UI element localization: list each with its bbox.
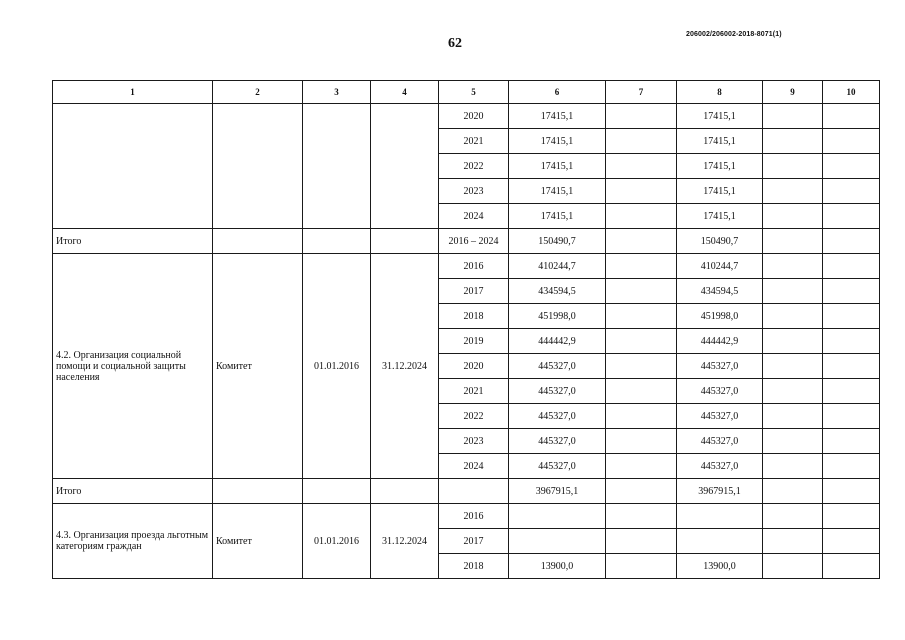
activity-name: 4.3. Организация проезда льготным категориям граждан (53, 504, 213, 579)
amount-cell: 444442,9 (509, 329, 606, 354)
amount-cell: 445327,0 (677, 404, 763, 429)
empty-cell (823, 404, 880, 429)
empty-cell (823, 254, 880, 279)
empty-cell (606, 304, 677, 329)
empty-cell (606, 204, 677, 229)
empty-cell (606, 229, 677, 254)
column-header: 2 (213, 81, 303, 104)
empty-cell (371, 479, 439, 504)
empty-cell (823, 379, 880, 404)
amount-cell: 17415,1 (509, 179, 606, 204)
empty-cell (606, 129, 677, 154)
amount-cell: 17415,1 (677, 129, 763, 154)
empty-cell (763, 154, 823, 179)
page-number: 62 (448, 36, 462, 51)
empty-cell (606, 379, 677, 404)
empty-cell (823, 354, 880, 379)
empty-cell (606, 279, 677, 304)
empty-cell (823, 129, 880, 154)
end-date: 31.12.2024 (371, 504, 439, 579)
year-cell: 2024 (439, 204, 509, 229)
column-header: 4 (371, 81, 439, 104)
amount-cell: 410244,7 (677, 254, 763, 279)
empty-cell (303, 479, 371, 504)
year-cell: 2022 (439, 404, 509, 429)
empty-cell (213, 479, 303, 504)
empty-cell (823, 329, 880, 354)
year-cell: 2022 (439, 154, 509, 179)
empty-cell (606, 404, 677, 429)
empty-cell (606, 104, 677, 129)
empty-cell (606, 429, 677, 454)
empty-cell (763, 254, 823, 279)
amount-cell: 445327,0 (509, 379, 606, 404)
budget-table (52, 80, 880, 579)
empty-cell (763, 279, 823, 304)
amount-cell: 434594,5 (677, 279, 763, 304)
empty-cell (763, 379, 823, 404)
total-amount: 150490,7 (509, 229, 606, 254)
amount-cell: 13900,0 (509, 554, 606, 579)
empty-cell (763, 179, 823, 204)
empty-cell (763, 329, 823, 354)
empty-cell (763, 229, 823, 254)
empty-cell (763, 529, 823, 554)
empty-cell (606, 529, 677, 554)
amount-cell: 17415,1 (677, 104, 763, 129)
empty-cell (823, 304, 880, 329)
table-row (53, 104, 880, 129)
empty-cell (763, 479, 823, 504)
column-header: 9 (763, 81, 823, 104)
total-amount: 3967915,1 (677, 479, 763, 504)
amount-cell: 445327,0 (677, 379, 763, 404)
empty-cell (823, 204, 880, 229)
column-header: 1 (53, 81, 213, 104)
column-header-row (53, 81, 880, 104)
empty-cell (823, 554, 880, 579)
amount-cell: 445327,0 (509, 404, 606, 429)
empty-cell (823, 229, 880, 254)
year-cell: 2020 (439, 104, 509, 129)
empty-cell (763, 204, 823, 229)
start-date: 01.01.2016 (303, 254, 371, 479)
empty-cell (823, 279, 880, 304)
empty-cell (213, 229, 303, 254)
empty-cell (606, 179, 677, 204)
amount-cell: 17415,1 (677, 179, 763, 204)
empty-cell (823, 479, 880, 504)
table-row (53, 504, 880, 529)
amount-cell: 451998,0 (677, 304, 763, 329)
amount-cell: 445327,0 (509, 429, 606, 454)
year-cell: 2021 (439, 129, 509, 154)
empty-cell (823, 454, 880, 479)
empty-cell (763, 554, 823, 579)
year-cell: 2020 (439, 354, 509, 379)
empty-cell (606, 254, 677, 279)
total-label: Итого (53, 229, 213, 254)
column-header: 5 (439, 81, 509, 104)
total-row (53, 229, 880, 254)
empty-cell (763, 304, 823, 329)
total-amount: 3967915,1 (509, 479, 606, 504)
activity-cell (53, 104, 213, 229)
amount-cell: 445327,0 (677, 354, 763, 379)
amount-cell: 445327,0 (677, 454, 763, 479)
amount-cell (509, 529, 606, 554)
amount-cell: 17415,1 (677, 154, 763, 179)
executor-cell (213, 104, 303, 229)
column-header: 6 (509, 81, 606, 104)
start-date-cell (303, 104, 371, 229)
amount-cell: 445327,0 (509, 454, 606, 479)
empty-cell (823, 179, 880, 204)
end-date: 31.12.2024 (371, 254, 439, 479)
amount-cell: 17415,1 (677, 204, 763, 229)
year-cell: 2018 (439, 554, 509, 579)
activity-name: 4.2. Организация социальной помощи и социальной защиты населения (53, 254, 213, 479)
empty-cell (606, 504, 677, 529)
column-header: 8 (677, 81, 763, 104)
table-body (53, 81, 880, 579)
empty-cell (303, 229, 371, 254)
empty-cell (763, 129, 823, 154)
total-period: 2016 – 2024 (439, 229, 509, 254)
empty-cell (606, 554, 677, 579)
year-cell: 2016 (439, 254, 509, 279)
amount-cell: 445327,0 (677, 429, 763, 454)
empty-cell (763, 504, 823, 529)
empty-cell (763, 404, 823, 429)
amount-cell: 17415,1 (509, 104, 606, 129)
table-row (53, 254, 880, 279)
column-header: 10 (823, 81, 880, 104)
empty-cell (606, 329, 677, 354)
amount-cell (677, 504, 763, 529)
empty-cell (606, 479, 677, 504)
year-cell: 2023 (439, 429, 509, 454)
empty-cell (823, 429, 880, 454)
year-cell: 2024 (439, 454, 509, 479)
year-cell: 2016 (439, 504, 509, 529)
amount-cell (509, 504, 606, 529)
amount-cell: 17415,1 (509, 129, 606, 154)
executor-name: Комитет (213, 254, 303, 479)
empty-cell (823, 529, 880, 554)
total-row (53, 479, 880, 504)
year-cell: 2023 (439, 179, 509, 204)
amount-cell: 17415,1 (509, 154, 606, 179)
empty-cell (606, 454, 677, 479)
total-amount: 150490,7 (677, 229, 763, 254)
amount-cell: 451998,0 (509, 304, 606, 329)
empty-cell (763, 104, 823, 129)
amount-cell (677, 529, 763, 554)
year-cell: 2018 (439, 304, 509, 329)
executor-name: Комитет (213, 504, 303, 579)
year-cell: 2019 (439, 329, 509, 354)
amount-cell: 13900,0 (677, 554, 763, 579)
total-label: Итого (53, 479, 213, 504)
empty-cell (823, 154, 880, 179)
empty-cell (606, 354, 677, 379)
empty-cell (763, 429, 823, 454)
amount-cell: 410244,7 (509, 254, 606, 279)
year-cell: 2017 (439, 279, 509, 304)
year-cell: 2017 (439, 529, 509, 554)
amount-cell: 444442,9 (677, 329, 763, 354)
empty-cell (763, 354, 823, 379)
end-date-cell (371, 104, 439, 229)
document-id: 206002/206002-2018-8071(1) (686, 31, 782, 38)
empty-cell (763, 454, 823, 479)
empty-cell (606, 154, 677, 179)
column-header: 7 (606, 81, 677, 104)
total-period (439, 479, 509, 504)
amount-cell: 434594,5 (509, 279, 606, 304)
empty-cell (823, 504, 880, 529)
amount-cell: 445327,0 (509, 354, 606, 379)
start-date: 01.01.2016 (303, 504, 371, 579)
column-header: 3 (303, 81, 371, 104)
empty-cell (371, 229, 439, 254)
empty-cell (823, 104, 880, 129)
amount-cell: 17415,1 (509, 204, 606, 229)
year-cell: 2021 (439, 379, 509, 404)
